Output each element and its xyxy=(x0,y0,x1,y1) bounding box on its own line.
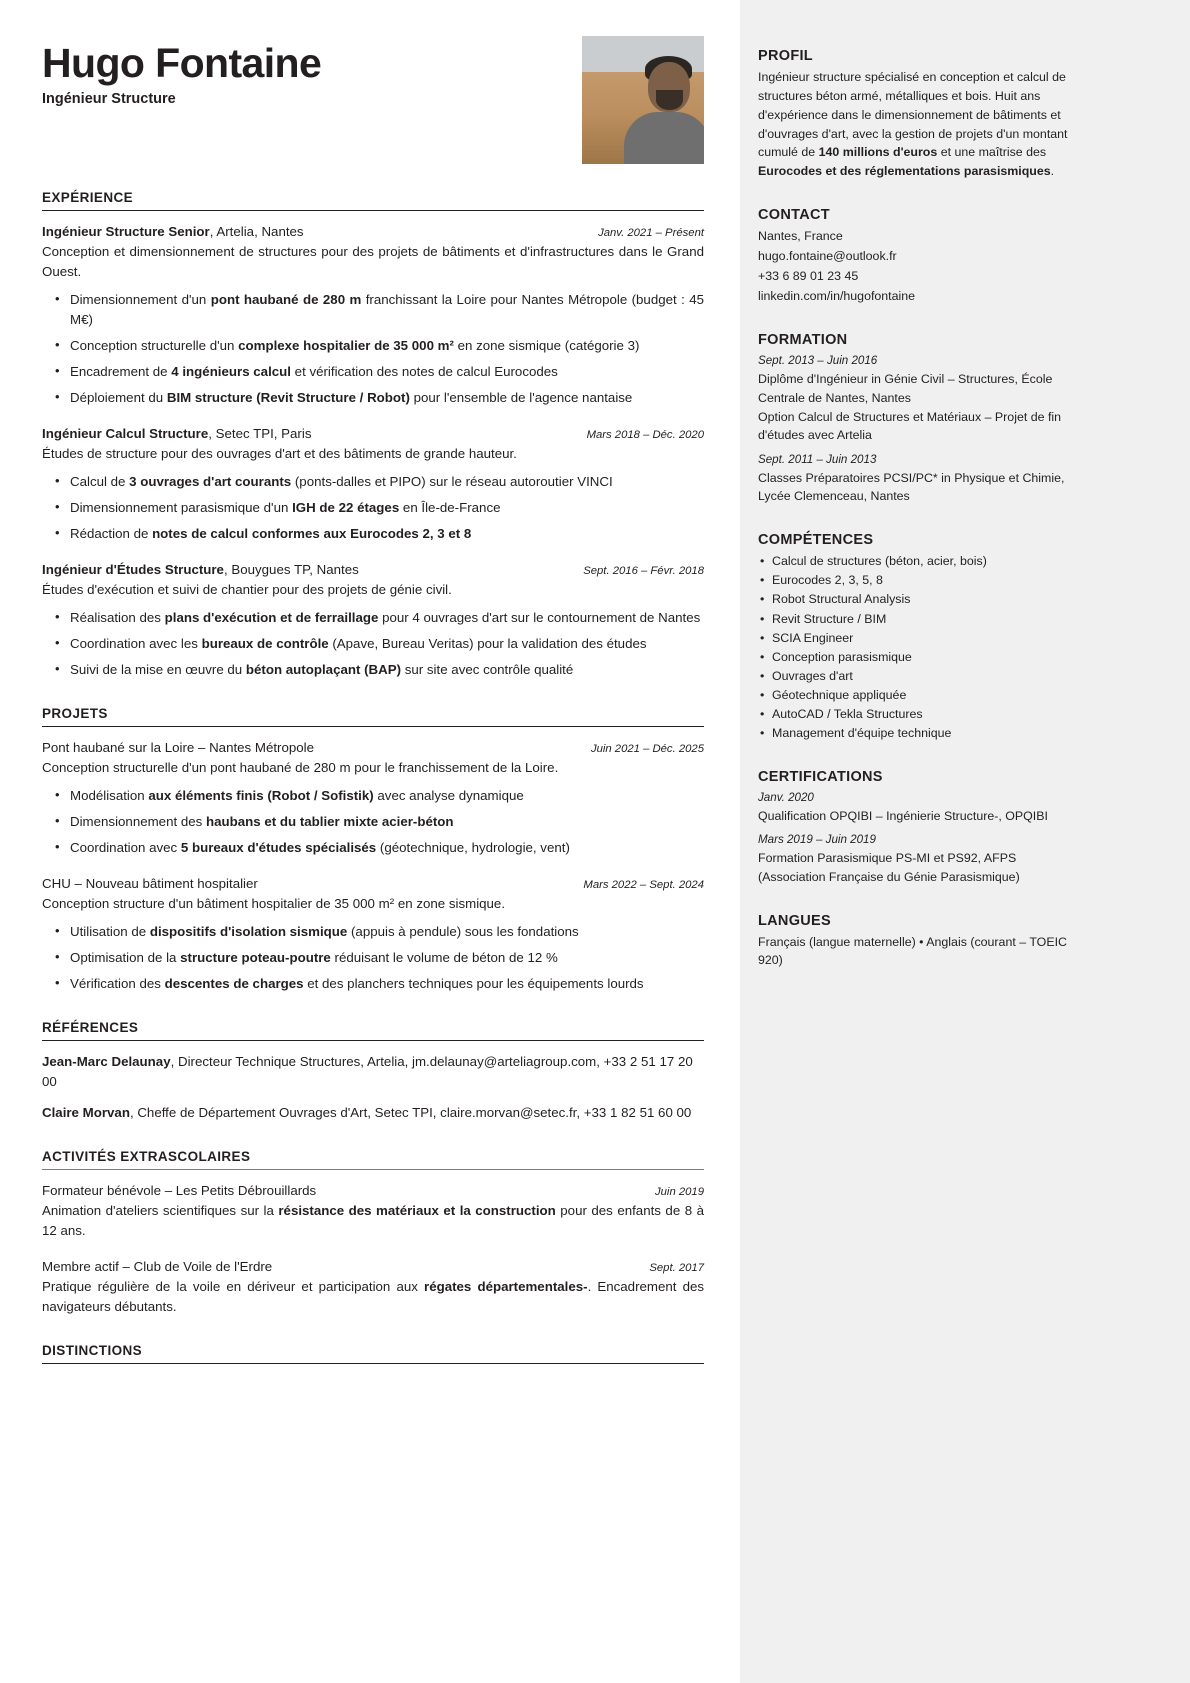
list-item xyxy=(42,634,704,654)
bullet-highlight: structure poteau-poutre xyxy=(180,950,331,966)
reference-item xyxy=(42,1052,704,1092)
project-date: Juin 2021 – Déc. 2025 xyxy=(590,742,704,755)
experience-bullets xyxy=(42,290,704,408)
entry-header xyxy=(42,1181,704,1200)
experience-list xyxy=(42,222,704,680)
experience-role-name: Ingénieur Calcul Structure xyxy=(42,425,209,441)
reference-detail: , Cheffe de Département Ouvrages d'Art, Setec TPI, claire.morvan@setec.fr, +33 1 82 51 60 00 xyxy=(129,1104,692,1120)
formation-date: Sept. 2013 – Juin 2016 xyxy=(758,354,878,368)
certifications-list xyxy=(758,789,1078,886)
desc-highlight: régates départementales- xyxy=(424,1279,588,1295)
bullet-text: et vérification des notes de calcul Eurocodes xyxy=(290,363,558,379)
bullet-text: Encadrement de xyxy=(70,363,172,379)
experience-role-name: Ingénieur d'Études Structure xyxy=(42,561,224,577)
extracurricular-title: Formateur bénévole – Les Petits Débrouillards xyxy=(42,1182,317,1198)
desc-text: Pratique régulière de la voile en dériveur et participation aux xyxy=(42,1279,425,1295)
experience-description: Études de structure pour des ouvrages d'art et des bâtiments de grande hauteur. xyxy=(42,446,517,462)
profile-part-2: et une maîtrise des xyxy=(937,145,1047,160)
contact-line: linkedin.com/in/hugofontaine xyxy=(758,288,916,303)
divider xyxy=(42,1363,704,1364)
experience-company: , Setec TPI, Paris xyxy=(208,425,312,441)
experience-entry xyxy=(42,424,704,544)
project-entry xyxy=(42,738,704,858)
experience-date: Sept. 2016 – Févr. 2018 xyxy=(583,564,704,577)
skill-item: • SCIA Engineer xyxy=(758,629,1078,648)
extracurricular-date: Sept. 2017 xyxy=(649,1261,704,1274)
avatar xyxy=(582,36,704,164)
bullet-highlight: 5 bureaux d'études spécialisés xyxy=(180,839,377,855)
bullet-highlight: pont haubané de 280 m xyxy=(210,292,362,308)
sidebar-title-formation: FORMATION xyxy=(758,332,848,349)
bullet-text: Dimensionnement d'un xyxy=(70,292,211,308)
bullet-text: Vérification des xyxy=(70,975,165,991)
project-bullets xyxy=(42,786,704,858)
contact-list xyxy=(758,227,1078,306)
resume-header xyxy=(42,36,704,164)
skill-item: • Conception parasismique xyxy=(758,648,1078,667)
formation-detail: Option Calcul de Structures et Matériaux – Projet de fin d'études avec Artelia xyxy=(758,409,1062,443)
list-item xyxy=(42,362,704,382)
references-list xyxy=(42,1052,704,1123)
section-title-projects: PROJETS xyxy=(42,705,108,721)
extracurricular-date: Juin 2019 xyxy=(655,1185,704,1198)
bullet-text: Dimensionnement des xyxy=(70,814,206,829)
bullet-highlight: béton autoplaçant (BAP) xyxy=(245,661,402,677)
bullet-text: (géotechnique, hydrologie, vent) xyxy=(376,839,570,855)
extracurricular-title: Membre actif – Club de Voile de l'Erdre xyxy=(42,1258,273,1274)
list-item xyxy=(42,336,704,356)
bullet-highlight: haubans et du tablier mixte acier-béton xyxy=(206,814,454,829)
contact-line: Nantes, France xyxy=(758,229,843,244)
entry-header xyxy=(42,560,704,579)
list-item xyxy=(42,812,704,832)
bullet-highlight: 4 ingénieurs calcul xyxy=(171,363,291,379)
project-description: Conception structurelle d'un pont haubané de 280 m pour le franchissement de la Loire. xyxy=(42,760,559,776)
divider xyxy=(42,1169,704,1170)
experience-role-name: Ingénieur Structure Senior xyxy=(42,224,210,239)
bullet-highlight: descentes de charges xyxy=(164,975,304,991)
contact-line: hugo.fontaine@outlook.fr xyxy=(758,248,897,263)
experience-date: Janv. 2021 – Présent xyxy=(598,227,704,239)
bullet-highlight: bureaux de contrôle xyxy=(201,635,329,651)
skill-item: • Management d'équipe technique xyxy=(758,724,1078,743)
reference-detail: , Directeur Technique Structures, Artelia, jm.delaunay@arteliagroup.com, +33 2 51 17 20 00 xyxy=(42,1053,693,1089)
sidebar-inner xyxy=(758,48,1078,970)
skill-item: • AutoCAD / Tekla Structures xyxy=(758,705,1078,724)
desc-text: Animation d'ateliers scientifiques sur la xyxy=(42,1202,279,1218)
entry-header xyxy=(42,424,704,443)
list-item xyxy=(42,922,704,942)
bullet-text: sur site avec contrôle qualité xyxy=(401,661,574,677)
bullet-text: Suivi de la mise en œuvre du xyxy=(70,661,246,677)
bullet-text: Rédaction de xyxy=(70,525,153,541)
certification-entry xyxy=(758,789,1078,825)
profile-part-3: . xyxy=(1050,164,1055,179)
list-item xyxy=(42,498,704,518)
certification-text: Qualification OPQIBI – Ingénierie Structure-, OPQIBI xyxy=(758,808,1048,823)
section-title-references: RÉFÉRENCES xyxy=(42,1019,139,1035)
desc-text: . Encadrement des navigateurs débutants. xyxy=(42,1279,705,1315)
bullet-text: réduisant le volume de béton de 12 % xyxy=(330,950,558,966)
bullet-highlight: dispositifs d'isolation sismique xyxy=(149,924,348,940)
entry-header xyxy=(42,738,704,757)
bullet-text: et des planchers techniques pour les équipements lourds xyxy=(303,975,644,991)
extracurricular-description xyxy=(42,1201,704,1241)
desc-text: pour des enfants de 8 à 12 ans. xyxy=(42,1202,704,1238)
entry-header xyxy=(42,1257,704,1276)
bullet-text: Réalisation des xyxy=(70,610,165,626)
bullet-highlight: plans d'exécution et de ferraillage xyxy=(164,610,379,626)
section-title-experience: EXPÉRIENCE xyxy=(42,190,134,205)
project-title: CHU – Nouveau bâtiment hospitalier xyxy=(42,875,258,891)
bullet-text: Déploiement du xyxy=(70,389,167,405)
profile-bold-amount: 140 millions d'euros xyxy=(818,145,938,160)
bullet-highlight: 3 ouvrages d'art courants xyxy=(129,474,292,490)
sidebar-title-skills: COMPÉTENCES xyxy=(758,532,874,549)
formation-entry xyxy=(758,451,1078,506)
bullet-text: Calcul de xyxy=(70,474,130,490)
bullet-text: avec analyse dynamique xyxy=(373,788,524,804)
list-item xyxy=(42,660,704,680)
experience-entry xyxy=(42,222,704,408)
experience-description: Études d'exécution et suivi de chantier pour des projets de génie civil. xyxy=(42,582,452,598)
reference-name: Jean-Marc Delaunay xyxy=(42,1053,171,1069)
formation-degree: Classes Préparatoires PCSI/PC* in Physique et Chimie, Lycée Clemenceau, Nantes xyxy=(758,470,1065,504)
bullet-text: (ponts-dalles et PIPO) sur le réseau autoroutier VINCI xyxy=(291,474,613,490)
list-item xyxy=(42,388,704,408)
bullet-text: en zone sismique (catégorie 3) xyxy=(453,338,640,354)
section-title-distinctions: DISTINCTIONS xyxy=(42,1342,143,1358)
experience-bullets xyxy=(42,608,704,680)
skill-item: • Calcul de structures (béton, acier, bois) xyxy=(758,552,1078,571)
list-item xyxy=(42,524,704,544)
sidebar-title-profile: PROFIL xyxy=(758,48,813,64)
reference-name: Claire Morvan xyxy=(42,1104,130,1120)
bullet-text: (Apave, Bureau Veritas) pour la validation des études xyxy=(328,635,647,651)
project-title: Pont haubané sur la Loire – Nantes Métropole xyxy=(42,739,315,755)
entry-header xyxy=(42,222,704,241)
bullet-text: Conception structurelle d'un xyxy=(70,338,239,354)
project-bullets xyxy=(42,922,704,994)
skill-item: • Ouvrages d'art xyxy=(758,667,1078,686)
experience-description: Conception et dimensionnement de structures pour des projets de bâtiments et d'infrastructures dans le Grand Ouest. xyxy=(42,244,704,280)
skill-item: • Revit Structure / BIM xyxy=(758,610,1078,629)
experience-company: , Bouygues TP, Nantes xyxy=(223,561,359,577)
name-block xyxy=(42,36,321,107)
project-description: Conception structure d'un bâtiment hospitalier de 35 000 m² en zone sismique. xyxy=(42,896,506,912)
desc-highlight: résistance des matériaux et la construction xyxy=(278,1202,556,1218)
extracurricular-entry xyxy=(42,1257,704,1317)
bullet-text: Coordination avec xyxy=(70,839,181,855)
experience-entry xyxy=(42,560,704,680)
projects-list xyxy=(42,738,704,994)
bullet-text: en Île-de-France xyxy=(399,499,501,515)
certification-entry xyxy=(758,831,1078,886)
bullet-highlight: complexe hospitalier de 35 000 m² xyxy=(238,338,454,354)
certification-date: Janv. 2020 xyxy=(758,791,814,805)
section-title-extracurricular: ACTIVITÉS EXTRASCOLAIRES xyxy=(42,1148,251,1164)
bullet-text: Dimensionnement parasismique d'un xyxy=(70,499,293,515)
skill-item: • Géotechnique appliquée xyxy=(758,686,1078,705)
divider xyxy=(42,210,704,211)
certification-date: Mars 2019 – Juin 2019 xyxy=(758,833,876,847)
photo-body xyxy=(624,112,704,164)
bullet-text: pour l'ensemble de l'agence nantaise xyxy=(409,389,633,405)
formation-entry xyxy=(758,352,1078,445)
project-entry xyxy=(42,874,704,994)
experience-role xyxy=(42,560,359,579)
extracurricular-description xyxy=(42,1277,704,1317)
sidebar-title-certifications: CERTIFICATIONS xyxy=(758,769,883,786)
photo-beard xyxy=(656,90,683,110)
bullet-text: (appuis à pendule) sous les fondations xyxy=(347,924,579,940)
profile-bold-eurocodes: Eurocodes et des réglementations parasismiques xyxy=(758,164,1051,179)
list-item xyxy=(42,974,704,994)
formation-date: Sept. 2011 – Juin 2013 xyxy=(758,453,877,467)
bullet-text: Utilisation de xyxy=(70,924,150,940)
experience-role xyxy=(42,222,304,241)
extracurricular-entry xyxy=(42,1181,704,1241)
sidebar xyxy=(740,0,1190,1683)
divider xyxy=(42,1040,704,1041)
certification-text: Formation Parasismique PS-MI et PS92, AFPS (Association Française du Génie Parasismique) xyxy=(758,850,1020,884)
list-item xyxy=(42,838,704,858)
formation-list xyxy=(758,352,1078,506)
formation-degree: Diplôme d'Ingénieur in Génie Civil – Structures, École Centrale de Nantes, Nantes xyxy=(758,371,1053,405)
experience-role xyxy=(42,424,311,443)
list-item xyxy=(42,608,704,628)
sidebar-title-languages: LANGUES xyxy=(758,912,831,929)
reference-item xyxy=(42,1103,704,1123)
experience-date: Mars 2018 – Déc. 2020 xyxy=(586,428,704,441)
profile-text xyxy=(758,68,1078,181)
bullet-text: pour 4 ouvrages d'art sur le contournement de Nantes xyxy=(378,610,701,626)
list-item xyxy=(42,948,704,968)
divider xyxy=(42,726,704,727)
project-date: Mars 2022 – Sept. 2024 xyxy=(583,878,704,891)
page-title: Hugo Fontaine xyxy=(42,40,322,86)
experience-company: , Artelia, Nantes xyxy=(209,224,304,239)
skill-item: • Eurocodes 2, 3, 5, 8 xyxy=(758,571,1078,590)
entry-header xyxy=(42,874,704,893)
list-item xyxy=(42,786,704,806)
bullet-highlight: notes de calcul conformes aux Eurocodes 2, 3 et 8 xyxy=(152,525,472,541)
skills-list xyxy=(758,552,1078,743)
job-title: Ingénieur Structure xyxy=(42,91,176,108)
bullet-text: Modélisation xyxy=(70,788,149,804)
bullet-text: franchissant la Loire pour Nantes Métropole (budget : 45 M€) xyxy=(70,292,704,328)
bullet-text: Coordination avec les xyxy=(70,635,202,651)
skill-item: • Robot Structural Analysis xyxy=(758,590,1078,609)
bullet-highlight: BIM structure (Revit Structure / Robot) xyxy=(166,389,410,405)
experience-bullets xyxy=(42,472,704,544)
contact-line: +33 6 89 01 23 45 xyxy=(758,268,859,283)
sidebar-title-contact: CONTACT xyxy=(758,207,830,224)
bullet-highlight: IGH de 22 étages xyxy=(292,499,400,515)
bullet-text: Optimisation de la xyxy=(70,950,181,966)
profile-part-1: Ingénieur structure spécialisé en conception et calcul de structures béton armé, métalliques et bois. Huit ans d'expérience dans le dimensionnement de bâtiments et d'ouvrages d'art, avec la gestion de projets d'un montant cumulé de xyxy=(758,70,1068,160)
extracurricular-list xyxy=(42,1181,704,1317)
languages-text: Français (langue maternelle) • Anglais (courant – TOEIC 920) xyxy=(758,934,1067,968)
list-item xyxy=(42,290,704,330)
bullet-highlight: aux éléments finis (Robot / Sofistik) xyxy=(148,788,374,804)
list-item xyxy=(42,472,704,492)
